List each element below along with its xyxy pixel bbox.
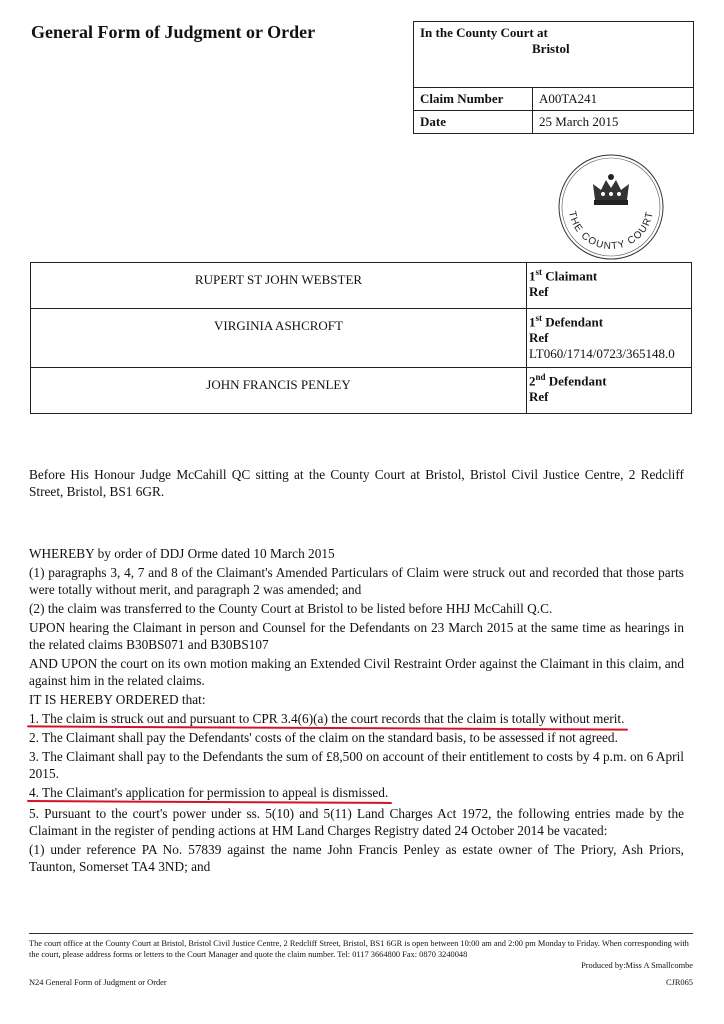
order-item: 2. The Claimant shall pay the Defendants' costs of the claim on the standard basis, to be assessed if not agreed. xyxy=(29,730,618,745)
party-role: Defendant xyxy=(545,314,604,330)
court-seal xyxy=(556,152,666,262)
recital-line: (1) paragraphs 3, 4, 7 and 8 of the Claimant's Amended Particulars of Claim were struck out and recorded that those parts were totally without merit, and paragraph 2 was amended; and xyxy=(29,565,684,597)
party-ref-label: Ref xyxy=(529,284,549,300)
party-role-cell xyxy=(527,368,692,414)
court-info-box xyxy=(413,21,694,134)
svg-text:THE COUNTY COURT xyxy=(566,210,656,252)
recital-line: WHEREBY by order of DDJ Orme dated 10 March 2015 xyxy=(29,546,335,561)
order-item: 3. The Claimant shall pay to the Defendants the sum of £8,500 on account of their entitlement to costs by 4 p.m. on 6 April 2015. xyxy=(29,749,684,781)
party-ordinal-suffix: st xyxy=(535,313,542,323)
produced-by: Produced by:Miss A Smallcombe xyxy=(581,961,693,970)
court-label: In the County Court at xyxy=(420,25,548,40)
footer-office-text: The court office at the County Court at Bristol, Bristol Civil Justice Centre, 2 Redcliff Street, Bristol, BS1 6GR is open between 10:00 am and 2:00 pm Monday to Friday. When corresponding with the court, please address forms or letters to the Court Manager and quote the claim number. Tel: 0117 3664800 Fax: 0870 3240048 xyxy=(29,939,689,959)
order-item: 5. Pursuant to the court's power under ss. 5(10) and 5(11) Land Charges Act 1972, the following entries made by the Claimant in the register of pending actions at HM Land Charges Registry dated 24 October 2014 be vacated: xyxy=(29,806,684,838)
party-name: VIRGINIA ASHCROFT xyxy=(31,309,527,368)
form-title: General Form of Judgment or Order xyxy=(31,22,316,42)
court-name-cell xyxy=(414,22,694,88)
party-ordinal: 1 xyxy=(529,314,536,330)
claim-number-value: A00TA241 xyxy=(533,88,694,111)
table-row xyxy=(31,368,692,414)
order-item-underlined: 4. The Claimant's application for permission to appeal is dismissed. xyxy=(29,785,389,800)
party-ref: LT060/1714/0723/365148.0 xyxy=(529,346,675,362)
crown-icon xyxy=(593,174,629,205)
party-role: Claimant xyxy=(545,268,598,284)
table-row xyxy=(31,263,692,309)
claim-number-label: Claim Number xyxy=(414,88,533,111)
recital-line: AND UPON the court on its own motion making an Extended Civil Restraint Order against the Claimant in this claim, and against him in the related claims. xyxy=(29,656,684,688)
parties-table xyxy=(30,262,692,414)
party-name: JOHN FRANCIS PENLEY xyxy=(31,368,527,414)
ref-code: CJR065 xyxy=(666,978,693,987)
party-ordinal: 1 xyxy=(529,268,536,284)
party-role: Defendant xyxy=(548,373,607,389)
order-body xyxy=(29,545,684,877)
order-item-underlined: 1. The claim is struck out and pursuant to CPR 3.4(6)(a) the court records that the claim is totally without merit. xyxy=(29,711,625,726)
party-name: RUPERT ST JOHN WEBSTER xyxy=(31,263,527,309)
order-item: (1) under reference PA No. 57839 against the name John Francis Penley as estate owner of The Priory, Ash Priors, Taunton, Somerset TA4 3ND; and xyxy=(29,842,684,874)
footer xyxy=(29,938,693,971)
party-role-cell xyxy=(527,263,692,309)
party-ref-label: Ref xyxy=(529,330,549,346)
recital-line: IT IS HEREBY ORDERED that: xyxy=(29,692,206,707)
party-ordinal-suffix: st xyxy=(535,267,542,277)
footer-divider xyxy=(29,933,693,934)
recital-line: UPON hearing the Claimant in person and Counsel for the Defendants on 23 March 2015 at the same time as hearings in the related claims B30BS071 and B30BS107 xyxy=(29,620,684,652)
party-ordinal-suffix: nd xyxy=(535,372,546,382)
seal-text: THE COUNTY COURT xyxy=(566,210,656,253)
before-judge-text: Before His Honour Judge McCahill QC sitting at the County Court at Bristol, Bristol Civil Justice Centre, 2 Redcliff Street, Bristol, BS1 6GR. xyxy=(29,467,684,499)
date-value: 25 March 2015 xyxy=(533,111,694,134)
form-code: N24 General Form of Judgment or Order xyxy=(29,978,167,987)
date-label: Date xyxy=(414,111,533,134)
party-ref-label: Ref xyxy=(529,389,549,405)
court-name: Bristol xyxy=(532,41,570,56)
party-ordinal: 2 xyxy=(529,373,536,389)
table-row xyxy=(31,309,692,368)
party-role-cell xyxy=(527,309,692,368)
recital-line: (2) the claim was transferred to the County Court at Bristol to be listed before HHJ McCahill Q.C. xyxy=(29,601,553,616)
